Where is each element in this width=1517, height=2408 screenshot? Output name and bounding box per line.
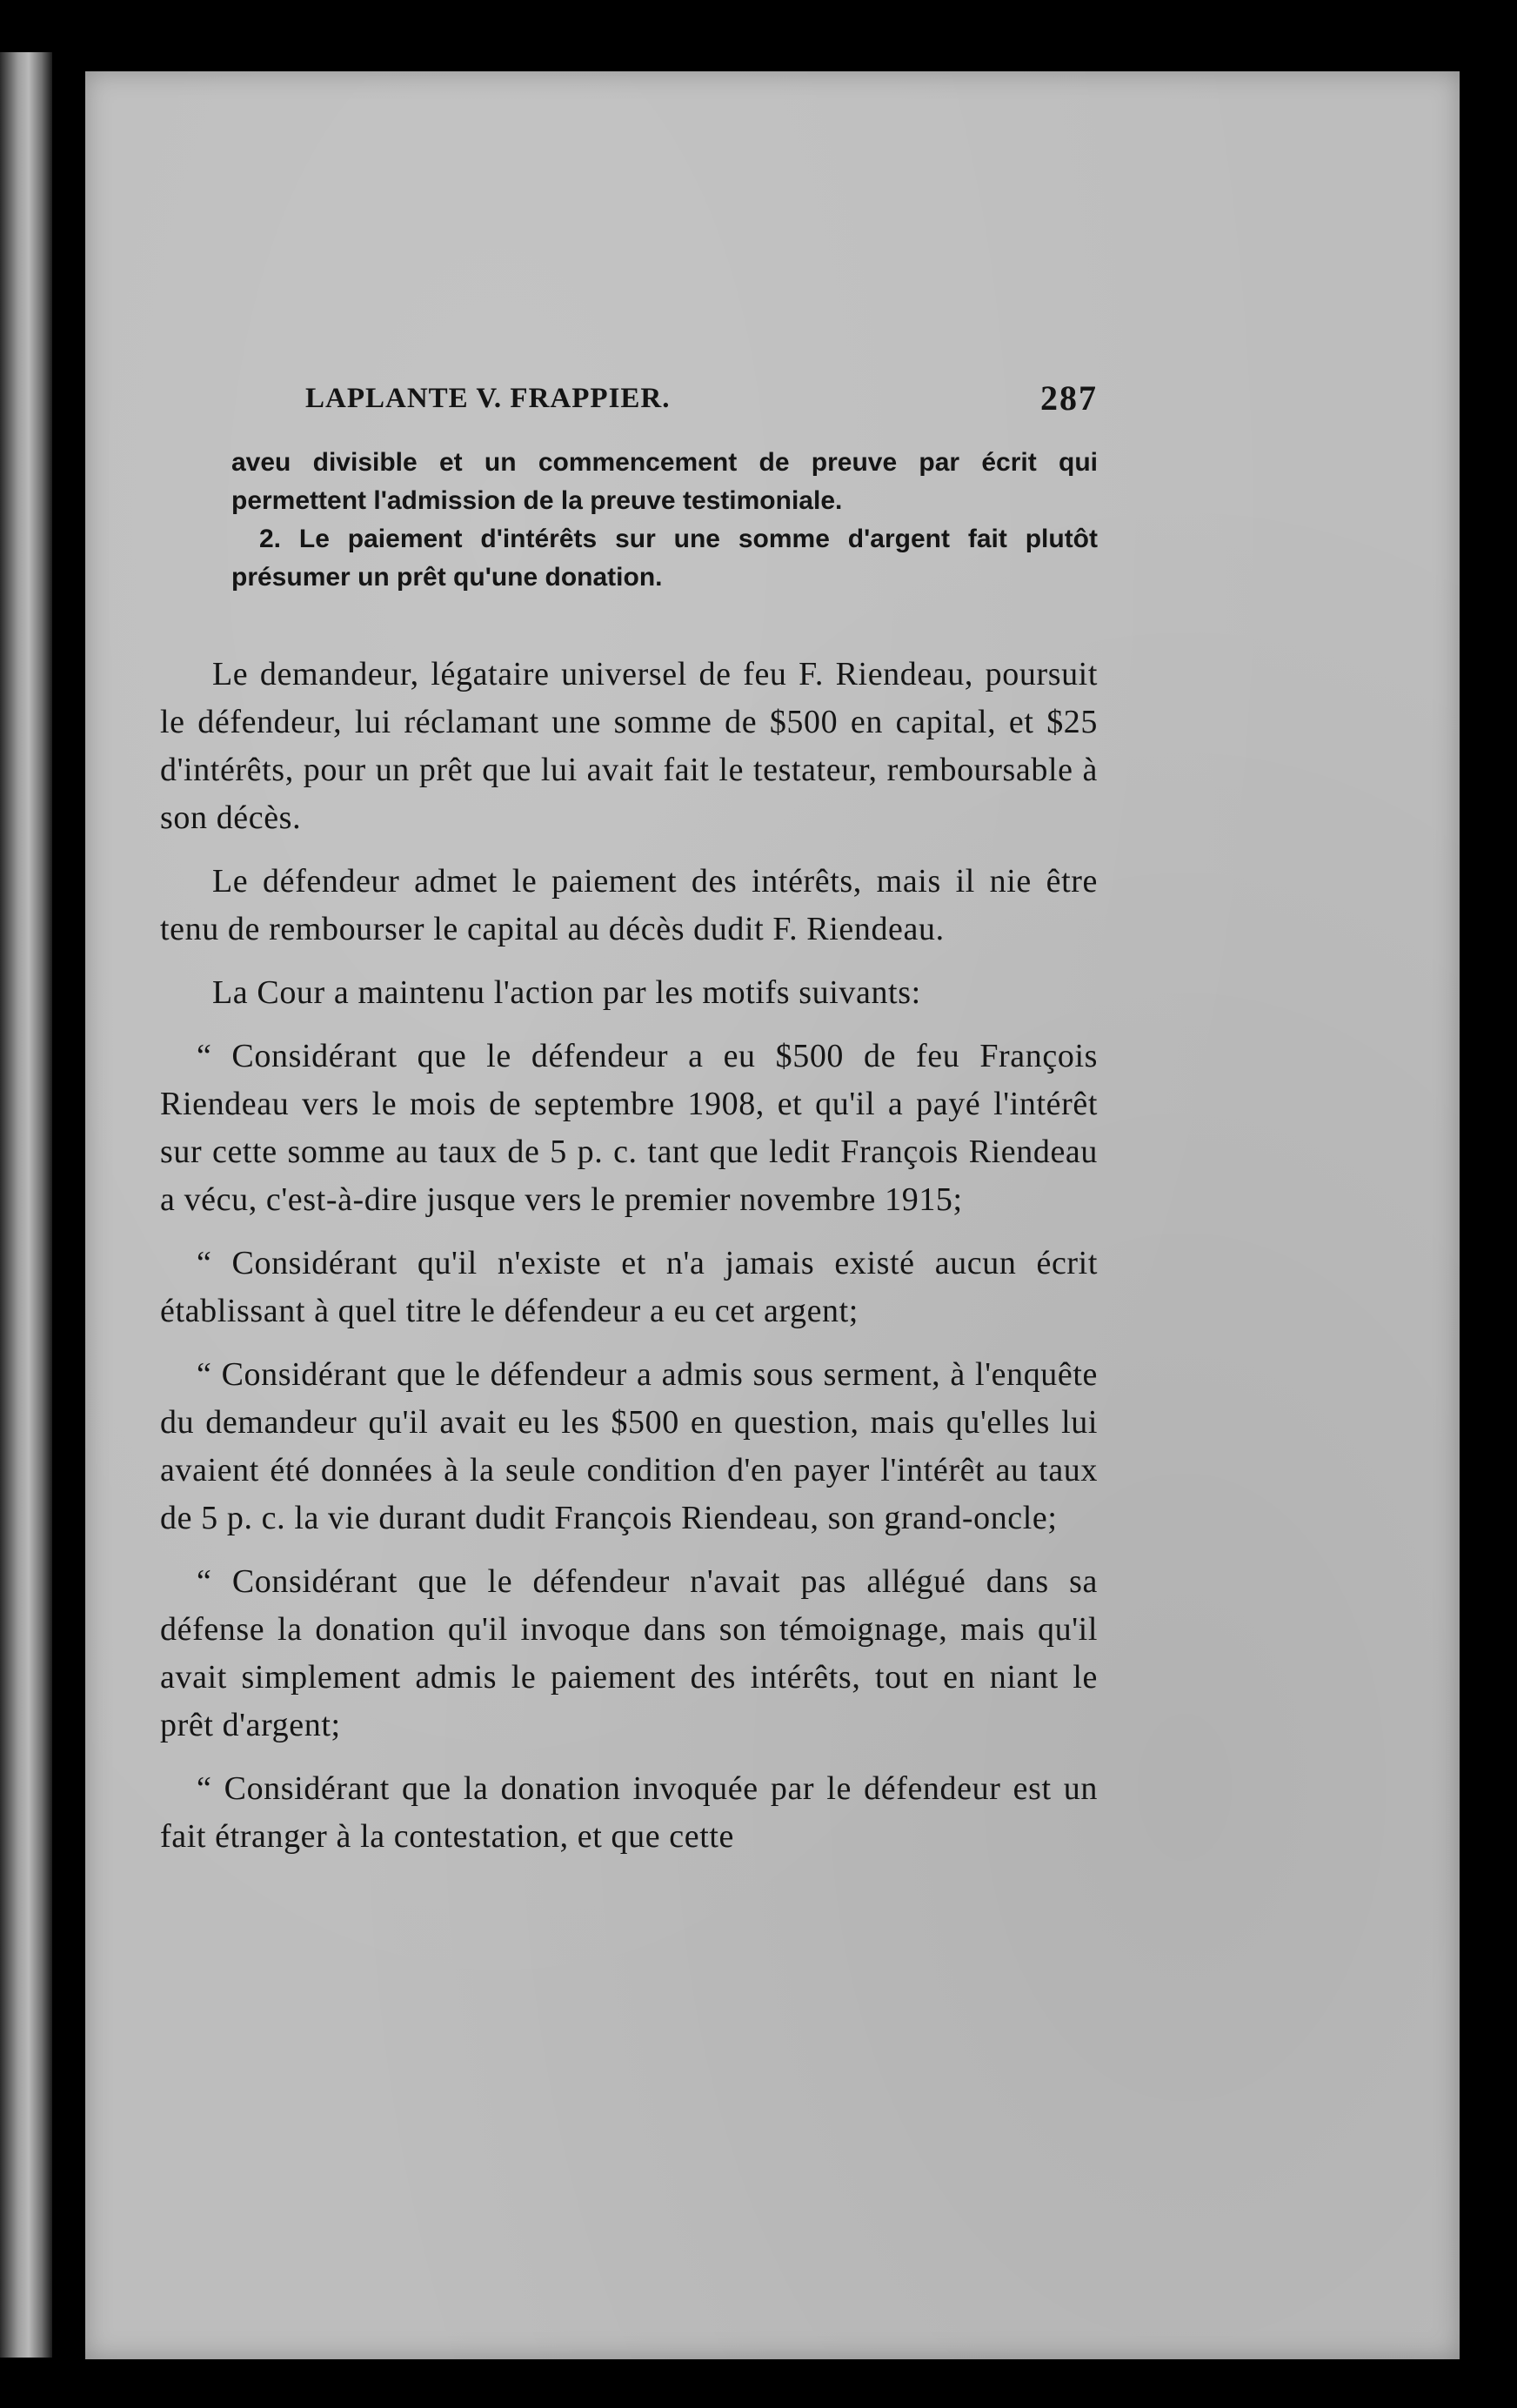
paragraph: Le demandeur, légataire universel de feu F. Riendeau, poursuit le défendeur, lui réclamant une somme de $500 en capital, et $25 d'intérêts, pour un prêt que lui avait fait le testateur, remboursable à son décès. [160,656,1098,836]
headnote-line: aveu divisible et un commencement de preuve par écrit qui permettent l'admission de la preuve testimoniale. [231,448,1098,515]
considerant-paragraph: “ Considérant que le défendeur a eu $500 de feu François Riendeau vers le mois de septembre 1908, et qu'il a payé l'intérêt sur cette somme au taux de 5 p. c. tant que ledit François Riendeau a vécu, c'est-à-dire jusque vers le premier novembre 1915; [160,1038,1098,1218]
previous-page-edge [0,52,52,2358]
considerant-paragraph: “ Considérant que le défendeur a admis sous serment, à l'enquête du demandeur qu'il avait eu les $500 en question, mais qu'elles lui avaient été données à la seule condition d'en payer l'intérêt au taux de 5 p. c. la vie durant dudit François Riendeau, son grand-oncle; [160,1356,1098,1536]
body-text [160,651,1098,1861]
considerant-paragraph: “ Considérant que la donation invoquée par le défendeur est un fait étranger à la contestation, et que cette [160,1770,1098,1855]
headnote [160,444,1098,597]
paragraph: Le défendeur admet le paiement des intérêts, mais il nie être tenu de rembourser le capital au décès dudit F. Riendeau. [160,863,1098,947]
running-head-title: LAPLANTE V. FRAPPIER. [305,383,671,414]
running-head [160,378,1098,444]
page-text [160,378,1098,1876]
considerant-paragraph: “ Considérant que le défendeur n'avait pas allégué dans sa défense la donation qu'il invoque dans son témoignage, mais qu'il avait simplement admis le paiement des intérêts, tout en niant le prêt d'argent; [160,1563,1098,1743]
paragraph: La Cour a maintenu l'action par les motifs suivants: [212,974,921,1011]
considerant-paragraph: “ Considérant qu'il n'existe et n'a jamais existé aucun écrit établissant à quel titre le défendeur a eu cet argent; [160,1245,1098,1329]
headnote-line: 2. Le paiement d'intérêts sur une somme d'argent fait plutôt présumer un prêt qu'une donation. [231,525,1098,592]
page-number: 287 [1040,378,1098,418]
